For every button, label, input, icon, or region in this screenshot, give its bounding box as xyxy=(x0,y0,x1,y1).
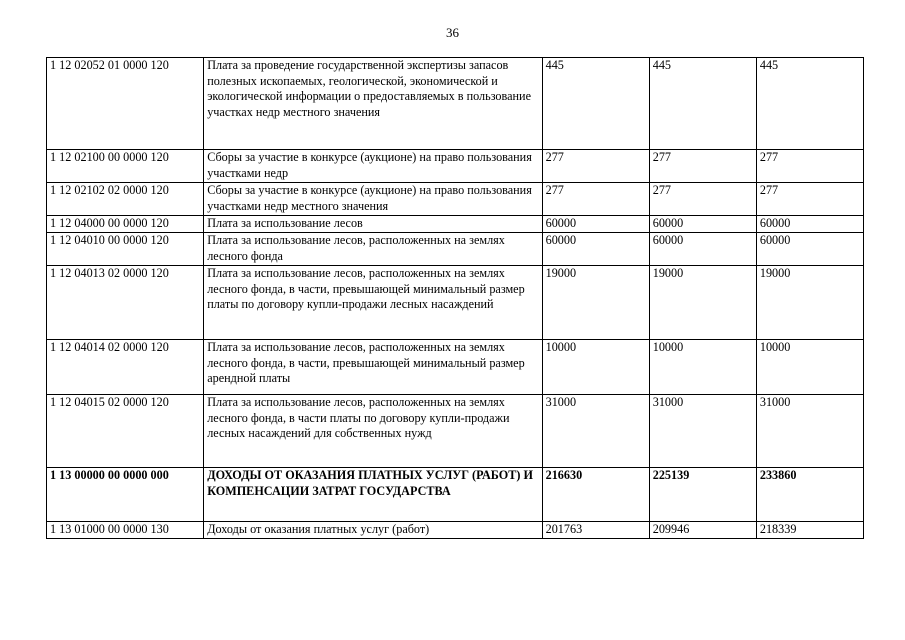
value-cell-1: 60000 xyxy=(542,216,649,233)
table-row xyxy=(47,340,864,395)
value-cell-3: 445 xyxy=(756,58,863,150)
table-row xyxy=(47,58,864,150)
value-cell-3: 218339 xyxy=(756,522,863,539)
value-cell-3: 31000 xyxy=(756,395,863,468)
value-cell-2: 19000 xyxy=(649,266,756,340)
table-row xyxy=(47,150,864,183)
value-cell-3: 60000 xyxy=(756,233,863,266)
value-cell-2: 225139 xyxy=(649,468,756,522)
revenue-name-cell: ДОХОДЫ ОТ ОКАЗАНИЯ ПЛАТНЫХ УСЛУГ (РАБОТ) И КОМПЕНСАЦИИ ЗАТРАТ ГОСУДАРСТВА xyxy=(204,468,542,522)
budget-code-cell: 1 13 01000 00 0000 130 xyxy=(47,522,204,539)
value-cell-1: 277 xyxy=(542,150,649,183)
revenue-name-cell: Плата за использование лесов, расположенных на землях лесного фонда, в части, превышающей минимальный размер арендной платы xyxy=(204,340,542,395)
budget-code-cell: 1 12 04010 00 0000 120 xyxy=(47,233,204,266)
table-row xyxy=(47,183,864,216)
budget-code-cell: 1 13 00000 00 0000 000 xyxy=(47,468,204,522)
budget-code-cell: 1 12 04014 02 0000 120 xyxy=(47,340,204,395)
value-cell-2: 277 xyxy=(649,183,756,216)
value-cell-3: 277 xyxy=(756,150,863,183)
revenue-name-cell: Плата за использование лесов xyxy=(204,216,542,233)
value-cell-2: 60000 xyxy=(649,233,756,266)
page-number: 36 xyxy=(446,25,459,40)
table-row xyxy=(47,266,864,340)
revenue-name-cell: Плата за использование лесов, расположенных на землях лесного фонда, в части платы по договору купли-продажи лесных насаждений для собственных нужд xyxy=(204,395,542,468)
table-row-section-total xyxy=(47,468,864,522)
revenue-name-cell: Сборы за участие в конкурсе (аукционе) на право пользования участками недр местного значения xyxy=(204,183,542,216)
table-row xyxy=(47,522,864,539)
value-cell-2: 445 xyxy=(649,58,756,150)
value-cell-1: 201763 xyxy=(542,522,649,539)
budget-code-cell: 1 12 02052 01 0000 120 xyxy=(47,58,204,150)
value-cell-1: 445 xyxy=(542,58,649,150)
revenue-name-cell: Сборы за участие в конкурсе (аукционе) на право пользования участками недр xyxy=(204,150,542,183)
value-cell-2: 60000 xyxy=(649,216,756,233)
value-cell-3: 60000 xyxy=(756,216,863,233)
table-row xyxy=(47,395,864,468)
revenue-name-cell: Доходы от оказания платных услуг (работ) xyxy=(204,522,542,539)
budget-code-cell: 1 12 04000 00 0000 120 xyxy=(47,216,204,233)
value-cell-1: 60000 xyxy=(542,233,649,266)
revenue-name-cell: Плата за проведение государственной экспертизы запасов полезных ископаемых, геологической, экономической и экологической информации о предоставляемых в пользование участках недр местного значения xyxy=(204,58,542,150)
value-cell-1: 277 xyxy=(542,183,649,216)
value-cell-3: 10000 xyxy=(756,340,863,395)
value-cell-3: 19000 xyxy=(756,266,863,340)
budget-code-cell: 1 12 04015 02 0000 120 xyxy=(47,395,204,468)
budget-code-cell: 1 12 04013 02 0000 120 xyxy=(47,266,204,340)
value-cell-1: 10000 xyxy=(542,340,649,395)
value-cell-2: 277 xyxy=(649,150,756,183)
value-cell-2: 10000 xyxy=(649,340,756,395)
revenue-name-cell: Плата за использование лесов, расположенных на землях лесного фонда, в части, превышающей минимальный размер платы по договору купли-продажи лесных насаждений xyxy=(204,266,542,340)
revenue-name-cell: Плата за использование лесов, расположенных на землях лесного фонда xyxy=(204,233,542,266)
value-cell-1: 216630 xyxy=(542,468,649,522)
table-row xyxy=(47,233,864,266)
budget-revenue-table xyxy=(46,57,864,539)
value-cell-1: 31000 xyxy=(542,395,649,468)
budget-code-cell: 1 12 02102 02 0000 120 xyxy=(47,183,204,216)
value-cell-3: 233860 xyxy=(756,468,863,522)
value-cell-3: 277 xyxy=(756,183,863,216)
table-row xyxy=(47,216,864,233)
value-cell-2: 209946 xyxy=(649,522,756,539)
value-cell-2: 31000 xyxy=(649,395,756,468)
value-cell-1: 19000 xyxy=(542,266,649,340)
budget-code-cell: 1 12 02100 00 0000 120 xyxy=(47,150,204,183)
